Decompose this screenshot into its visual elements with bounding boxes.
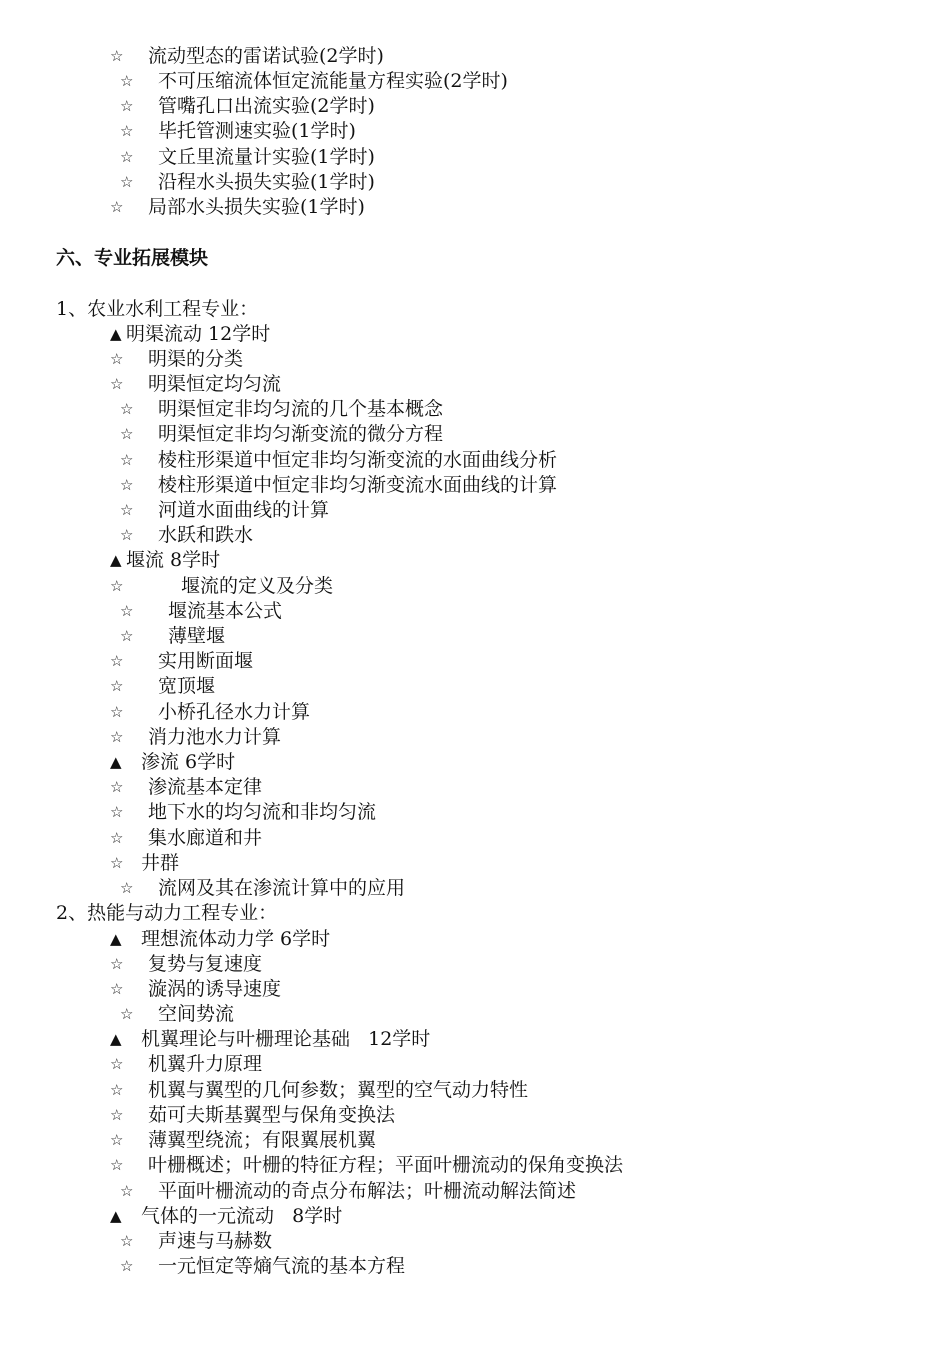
list-item-text: 流动型态的雷诺试验(2学时) — [148, 45, 384, 67]
star-bullet-icon: ☆ — [110, 980, 124, 998]
star-bullet-icon: ☆ — [110, 854, 124, 872]
star-bullet-icon: ☆ — [120, 148, 134, 166]
list-item-text: 叶栅概述；叶栅的特征方程；平面叶栅流动的保角变换法 — [148, 1154, 624, 1176]
star-bullet-icon: ☆ — [110, 577, 124, 595]
list-item-text: 堰流的定义及分类 — [181, 575, 334, 597]
star-bullet-icon: ☆ — [120, 879, 134, 897]
list-item — [0, 574, 334, 599]
list-item-text: 宽顶堰 — [158, 675, 216, 697]
list-item — [0, 473, 558, 498]
list-item — [0, 1078, 529, 1103]
star-bullet-icon: ☆ — [120, 526, 134, 544]
list-item-text: 理想流体动力学 6学时 — [141, 928, 331, 950]
star-bullet-icon: ☆ — [120, 72, 134, 90]
triangle-bullet-icon: ▲ — [110, 1030, 122, 1048]
major-title: 1、农业水利工程专业： — [56, 298, 259, 320]
list-item — [0, 952, 263, 977]
list-item-text: 小桥孔径水力计算 — [158, 701, 311, 723]
star-bullet-icon: ☆ — [110, 1081, 124, 1099]
list-item-text: 局部水头损失实验(1学时) — [148, 196, 365, 218]
list-item-text: 明渠流动 12学时 — [126, 323, 271, 345]
star-bullet-icon: ☆ — [120, 425, 134, 443]
star-bullet-icon: ☆ — [110, 803, 124, 821]
list-item — [0, 599, 283, 624]
star-bullet-icon: ☆ — [120, 1005, 134, 1023]
list-item — [0, 649, 254, 674]
list-item-text: 渗流基本定律 — [148, 776, 263, 798]
star-bullet-icon: ☆ — [120, 451, 134, 469]
star-bullet-icon: ☆ — [110, 652, 124, 670]
list-item-text: 茹可夫斯基翼型与保角变换法 — [148, 1104, 396, 1126]
list-item — [0, 1103, 396, 1128]
list-item — [0, 347, 244, 372]
list-item — [0, 876, 406, 901]
list-item-text: 明渠恒定非均匀渐变流的微分方程 — [158, 423, 444, 445]
list-item — [0, 624, 226, 649]
star-bullet-icon: ☆ — [120, 627, 134, 645]
list-item — [0, 372, 282, 397]
star-bullet-icon: ☆ — [120, 97, 134, 115]
list-item — [0, 725, 282, 750]
list-item — [0, 145, 375, 170]
list-item — [0, 119, 356, 144]
list-item-text: 气体的一元流动 8学时 — [141, 1205, 343, 1227]
star-bullet-icon: ☆ — [110, 1131, 124, 1149]
list-item — [0, 800, 377, 825]
list-item — [0, 1179, 577, 1204]
star-bullet-icon: ☆ — [110, 955, 124, 973]
list-item — [0, 448, 558, 473]
list-item-text: 实用断面堰 — [158, 650, 254, 672]
list-item-text: 消力池水力计算 — [148, 726, 282, 748]
list-item-text: 集水廊道和井 — [148, 827, 263, 849]
star-bullet-icon: ☆ — [120, 1257, 134, 1275]
list-item — [0, 700, 311, 725]
list-item — [0, 498, 330, 523]
list-item-text: 机翼升力原理 — [148, 1053, 263, 1075]
list-item — [0, 170, 375, 195]
list-item — [0, 826, 263, 851]
list-item-text: 河道水面曲线的计算 — [158, 499, 330, 521]
list-item — [0, 1254, 406, 1279]
list-item — [0, 322, 271, 347]
list-item-text: 平面叶栅流动的奇点分布解法；叶栅流动解法简述 — [158, 1180, 577, 1202]
list-item-text: 流网及其在渗流计算中的应用 — [158, 877, 406, 899]
list-item — [0, 195, 365, 220]
list-item — [0, 927, 331, 952]
list-item-text: 漩涡的诱导速度 — [148, 978, 282, 1000]
star-bullet-icon: ☆ — [110, 703, 124, 721]
list-item-text: 复势与复速度 — [148, 953, 263, 975]
list-item-text: 堰流基本公式 — [168, 600, 283, 622]
list-item — [0, 1128, 377, 1153]
star-bullet-icon: ☆ — [120, 173, 134, 191]
list-item-text: 空间势流 — [158, 1003, 235, 1025]
star-bullet-icon: ☆ — [120, 501, 134, 519]
star-bullet-icon: ☆ — [110, 375, 124, 393]
star-bullet-icon: ☆ — [110, 677, 124, 695]
list-item-text: 地下水的均匀流和非均匀流 — [148, 801, 377, 823]
triangle-bullet-icon: ▲ — [110, 551, 122, 569]
list-item — [0, 44, 384, 69]
list-item-text: 机翼理论与叶栅理论基础 12学时 — [141, 1028, 431, 1050]
list-item — [0, 1002, 235, 1027]
star-bullet-icon: ☆ — [120, 476, 134, 494]
list-item-text: 堰流 8学时 — [126, 549, 221, 571]
star-bullet-icon: ☆ — [110, 350, 124, 368]
list-item-text: 毕托管测速实验(1学时) — [158, 120, 356, 142]
section-heading: 六、专业拓展模块 — [56, 247, 209, 269]
star-bullet-icon: ☆ — [110, 829, 124, 847]
list-item — [0, 750, 236, 775]
list-item — [0, 94, 375, 119]
list-item — [0, 674, 216, 699]
star-bullet-icon: ☆ — [120, 602, 134, 620]
star-bullet-icon: ☆ — [120, 400, 134, 418]
list-item — [0, 977, 282, 1002]
list-item-text: 一元恒定等熵气流的基本方程 — [158, 1255, 406, 1277]
list-item-text: 文丘里流量计实验(1学时) — [158, 146, 375, 168]
list-item-text: 棱柱形渠道中恒定非均匀渐变流水面曲线的计算 — [158, 474, 558, 496]
triangle-bullet-icon: ▲ — [110, 753, 122, 771]
star-bullet-icon: ☆ — [120, 1232, 134, 1250]
list-item — [0, 1027, 431, 1052]
list-item-text: 薄壁堰 — [168, 625, 226, 647]
list-item-text: 机翼与翼型的几何参数；翼型的空气动力特性 — [148, 1079, 529, 1101]
star-bullet-icon: ☆ — [110, 1055, 124, 1073]
list-item-text: 薄翼型绕流；有限翼展机翼 — [148, 1129, 377, 1151]
list-item — [0, 1052, 263, 1077]
star-bullet-icon: ☆ — [120, 122, 134, 140]
star-bullet-icon: ☆ — [110, 778, 124, 796]
star-bullet-icon: ☆ — [110, 1106, 124, 1124]
list-item-text: 明渠的分类 — [148, 348, 244, 370]
star-bullet-icon: ☆ — [120, 1182, 134, 1200]
list-item — [0, 69, 508, 94]
list-item-text: 管嘴孔口出流实验(2学时) — [158, 95, 375, 117]
list-item-text: 渗流 6学时 — [141, 751, 236, 773]
star-bullet-icon: ☆ — [110, 728, 124, 746]
list-item-text: 声速与马赫数 — [158, 1230, 273, 1252]
star-bullet-icon: ☆ — [110, 198, 124, 216]
list-item-text: 明渠恒定非均匀流的几个基本概念 — [158, 398, 444, 420]
list-item — [0, 1153, 624, 1178]
list-item — [0, 851, 180, 876]
star-bullet-icon: ☆ — [110, 47, 124, 65]
major-title: 2、热能与动力工程专业： — [56, 902, 278, 924]
list-item — [0, 397, 444, 422]
list-item-text: 明渠恒定均匀流 — [148, 373, 282, 395]
list-item — [0, 422, 444, 447]
list-item-text: 沿程水头损失实验(1学时) — [158, 171, 375, 193]
list-item-text: 井群 — [141, 852, 180, 874]
list-item — [0, 548, 221, 573]
list-item-text: 水跃和跌水 — [158, 524, 254, 546]
triangle-bullet-icon: ▲ — [110, 1207, 122, 1225]
star-bullet-icon: ☆ — [110, 1156, 124, 1174]
triangle-bullet-icon: ▲ — [110, 930, 122, 948]
list-item — [0, 523, 254, 548]
list-item — [0, 1229, 273, 1254]
list-item — [0, 1204, 343, 1229]
list-item — [0, 775, 263, 800]
list-item-text: 不可压缩流体恒定流能量方程实验(2学时) — [158, 70, 508, 92]
list-item-text: 棱柱形渠道中恒定非均匀渐变流的水面曲线分析 — [158, 449, 558, 471]
triangle-bullet-icon: ▲ — [110, 325, 122, 343]
